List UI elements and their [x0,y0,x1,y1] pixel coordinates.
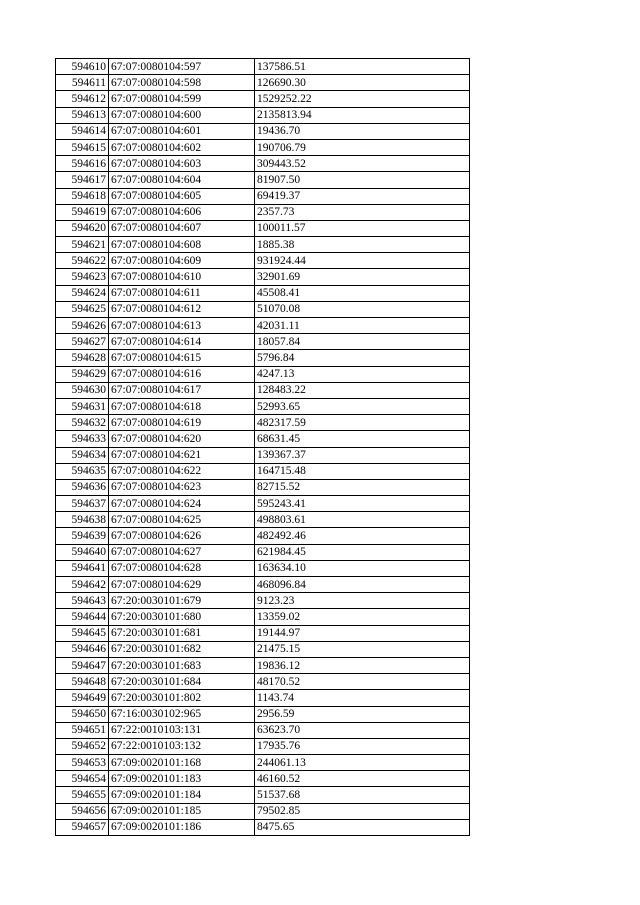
table-row [56,771,470,787]
cadastral-code-cell: 67:07:0080104:619 [109,415,255,431]
row-number-cell: 594653 [56,755,109,771]
table-row [56,609,470,625]
cadastral-code-cell: 67:09:0020101:185 [109,803,255,819]
amount-cell: 8475.65 [255,819,470,835]
cadastral-code-cell: 67:07:0080104:615 [109,350,255,366]
table-row [56,350,470,366]
row-number-cell: 594636 [56,479,109,495]
row-number-cell: 594639 [56,528,109,544]
cadastral-code-cell: 67:20:0030101:683 [109,657,255,673]
row-number-cell: 594612 [56,91,109,107]
amount-cell: 468096.84 [255,577,470,593]
table-body [56,59,470,836]
row-number-cell: 594614 [56,123,109,139]
row-number-cell: 594623 [56,269,109,285]
table-row [56,755,470,771]
row-number-cell: 594615 [56,139,109,155]
amount-cell: 18057.84 [255,334,470,350]
row-number-cell: 594617 [56,172,109,188]
cadastral-code-cell: 67:07:0080104:623 [109,479,255,495]
cadastral-code-cell: 67:07:0080104:608 [109,237,255,253]
amount-cell: 19436.70 [255,123,470,139]
cadastral-code-cell: 67:22:0010103:131 [109,722,255,738]
row-number-cell: 594618 [56,188,109,204]
table-row [56,139,470,155]
row-number-cell: 594649 [56,690,109,706]
amount-cell: 621984.45 [255,544,470,560]
amount-cell: 52993.65 [255,398,470,414]
amount-cell: 2357.73 [255,204,470,220]
cadastral-code-cell: 67:07:0080104:625 [109,512,255,528]
cadastral-code-cell: 67:07:0080104:629 [109,577,255,593]
table-row [56,722,470,738]
amount-cell: 482317.59 [255,415,470,431]
cadastral-code-cell: 67:07:0080104:616 [109,366,255,382]
cadastral-code-cell: 67:20:0030101:802 [109,690,255,706]
table-row [56,334,470,350]
cadastral-code-cell: 67:07:0080104:622 [109,463,255,479]
table-row [56,544,470,560]
cadastral-code-cell: 67:07:0080104:599 [109,91,255,107]
row-number-cell: 594642 [56,577,109,593]
cadastral-code-cell: 67:07:0080104:598 [109,75,255,91]
cadastral-code-cell: 67:09:0020101:183 [109,771,255,787]
row-number-cell: 594646 [56,641,109,657]
row-number-cell: 594611 [56,75,109,91]
amount-cell: 2135813.94 [255,107,470,123]
table-row [56,479,470,495]
cadastral-code-cell: 67:07:0080104:605 [109,188,255,204]
row-number-cell: 594619 [56,204,109,220]
cadastral-code-cell: 67:07:0080104:601 [109,123,255,139]
table-row [56,593,470,609]
row-number-cell: 594654 [56,771,109,787]
amount-cell: 309443.52 [255,156,470,172]
cadastral-code-cell: 67:07:0080104:602 [109,139,255,155]
table-row [56,382,470,398]
amount-cell: 100011.57 [255,220,470,236]
row-number-cell: 594628 [56,350,109,366]
cadastral-code-cell: 67:16:0030102:965 [109,706,255,722]
row-number-cell: 594613 [56,107,109,123]
table-row [56,398,470,414]
cadastral-code-cell: 67:09:0020101:168 [109,755,255,771]
row-number-cell: 594631 [56,398,109,414]
table-row [56,512,470,528]
amount-cell: 931924.44 [255,253,470,269]
amount-cell: 51070.08 [255,301,470,317]
row-number-cell: 594634 [56,447,109,463]
amount-cell: 19144.97 [255,625,470,641]
amount-cell: 163634.10 [255,560,470,576]
cadastral-code-cell: 67:07:0080104:621 [109,447,255,463]
row-number-cell: 594625 [56,301,109,317]
row-number-cell: 594651 [56,722,109,738]
table-row [56,447,470,463]
amount-cell: 128483.22 [255,382,470,398]
cadastral-code-cell: 67:20:0030101:679 [109,593,255,609]
table-row [56,253,470,269]
amount-cell: 4247.13 [255,366,470,382]
amount-cell: 498803.61 [255,512,470,528]
row-number-cell: 594645 [56,625,109,641]
amount-cell: 9123.23 [255,593,470,609]
table-row [56,560,470,576]
cadastral-code-cell: 67:07:0080104:620 [109,431,255,447]
amount-cell: 1143.74 [255,690,470,706]
cadastral-code-cell: 67:07:0080104:597 [109,59,255,75]
table-row [56,787,470,803]
row-number-cell: 594655 [56,787,109,803]
cadastral-code-cell: 67:07:0080104:600 [109,107,255,123]
amount-cell: 79502.85 [255,803,470,819]
row-number-cell: 594621 [56,237,109,253]
cadastral-code-cell: 67:07:0080104:617 [109,382,255,398]
amount-cell: 19836.12 [255,657,470,673]
table-row [56,657,470,673]
row-number-cell: 594656 [56,803,109,819]
cadastral-code-cell: 67:07:0080104:609 [109,253,255,269]
table-row [56,204,470,220]
table-row [56,237,470,253]
table-row [56,415,470,431]
table-row [56,577,470,593]
table-row [56,156,470,172]
table-row [56,641,470,657]
table-row [56,301,470,317]
table-row [56,220,470,236]
row-number-cell: 594627 [56,334,109,350]
row-number-cell: 594630 [56,382,109,398]
amount-cell: 5796.84 [255,350,470,366]
table-row [56,285,470,301]
table-row [56,496,470,512]
cadastral-code-cell: 67:07:0080104:628 [109,560,255,576]
amount-cell: 2956.59 [255,706,470,722]
cadastral-code-cell: 67:07:0080104:603 [109,156,255,172]
amount-cell: 17935.76 [255,738,470,754]
table-row [56,528,470,544]
table-row [56,318,470,334]
row-number-cell: 594624 [56,285,109,301]
cadastral-code-cell: 67:07:0080104:624 [109,496,255,512]
cadastral-code-cell: 67:07:0080104:611 [109,285,255,301]
amount-cell: 46160.52 [255,771,470,787]
table-row [56,738,470,754]
row-number-cell: 594632 [56,415,109,431]
row-number-cell: 594629 [56,366,109,382]
table-row [56,706,470,722]
amount-cell: 42031.11 [255,318,470,334]
cadastral-code-cell: 67:07:0080104:613 [109,318,255,334]
table-row [56,819,470,835]
cadastral-code-cell: 67:20:0030101:682 [109,641,255,657]
table-row [56,75,470,91]
amount-cell: 48170.52 [255,674,470,690]
cadastral-code-cell: 67:07:0080104:607 [109,220,255,236]
amount-cell: 190706.79 [255,139,470,155]
amount-cell: 32901.69 [255,269,470,285]
amount-cell: 82715.52 [255,479,470,495]
amount-cell: 63623.70 [255,722,470,738]
table-row [56,107,470,123]
row-number-cell: 594652 [56,738,109,754]
table-row [56,91,470,107]
data-table [55,58,470,836]
table-row [56,172,470,188]
row-number-cell: 594622 [56,253,109,269]
row-number-cell: 594635 [56,463,109,479]
row-number-cell: 594643 [56,593,109,609]
cadastral-code-cell: 67:07:0080104:606 [109,204,255,220]
table-row [56,366,470,382]
row-number-cell: 594633 [56,431,109,447]
table-row [56,188,470,204]
amount-cell: 1885.38 [255,237,470,253]
cadastral-code-cell: 67:07:0080104:626 [109,528,255,544]
row-number-cell: 594647 [56,657,109,673]
cadastral-code-cell: 67:20:0030101:680 [109,609,255,625]
cadastral-code-cell: 67:07:0080104:614 [109,334,255,350]
amount-cell: 164715.48 [255,463,470,479]
amount-cell: 45508.41 [255,285,470,301]
cadastral-code-cell: 67:07:0080104:604 [109,172,255,188]
row-number-cell: 594640 [56,544,109,560]
amount-cell: 81907.50 [255,172,470,188]
cadastral-code-cell: 67:07:0080104:612 [109,301,255,317]
cadastral-code-cell: 67:09:0020101:184 [109,787,255,803]
amount-cell: 69419.37 [255,188,470,204]
amount-cell: 139367.37 [255,447,470,463]
table-row [56,690,470,706]
row-number-cell: 594657 [56,819,109,835]
amount-cell: 595243.41 [255,496,470,512]
amount-cell: 51537.68 [255,787,470,803]
table-row [56,463,470,479]
row-number-cell: 594638 [56,512,109,528]
amount-cell: 1529252.22 [255,91,470,107]
table-row [56,123,470,139]
row-number-cell: 594620 [56,220,109,236]
row-number-cell: 594648 [56,674,109,690]
row-number-cell: 594616 [56,156,109,172]
amount-cell: 21475.15 [255,641,470,657]
row-number-cell: 594650 [56,706,109,722]
amount-cell: 137586.51 [255,59,470,75]
cadastral-code-cell: 67:20:0030101:681 [109,625,255,641]
row-number-cell: 594637 [56,496,109,512]
row-number-cell: 594644 [56,609,109,625]
amount-cell: 68631.45 [255,431,470,447]
row-number-cell: 594610 [56,59,109,75]
cadastral-code-cell: 67:07:0080104:610 [109,269,255,285]
row-number-cell: 594641 [56,560,109,576]
cadastral-code-cell: 67:22:0010103:132 [109,738,255,754]
table-row [56,431,470,447]
amount-cell: 126690.30 [255,75,470,91]
cadastral-code-cell: 67:07:0080104:627 [109,544,255,560]
table-row [56,803,470,819]
amount-cell: 13359.02 [255,609,470,625]
table-row [56,269,470,285]
amount-cell: 482492.46 [255,528,470,544]
amount-cell: 244061.13 [255,755,470,771]
table-row [56,59,470,75]
cadastral-code-cell: 67:07:0080104:618 [109,398,255,414]
cadastral-code-cell: 67:20:0030101:684 [109,674,255,690]
cadastral-code-cell: 67:09:0020101:186 [109,819,255,835]
table-row [56,674,470,690]
table-row [56,625,470,641]
row-number-cell: 594626 [56,318,109,334]
